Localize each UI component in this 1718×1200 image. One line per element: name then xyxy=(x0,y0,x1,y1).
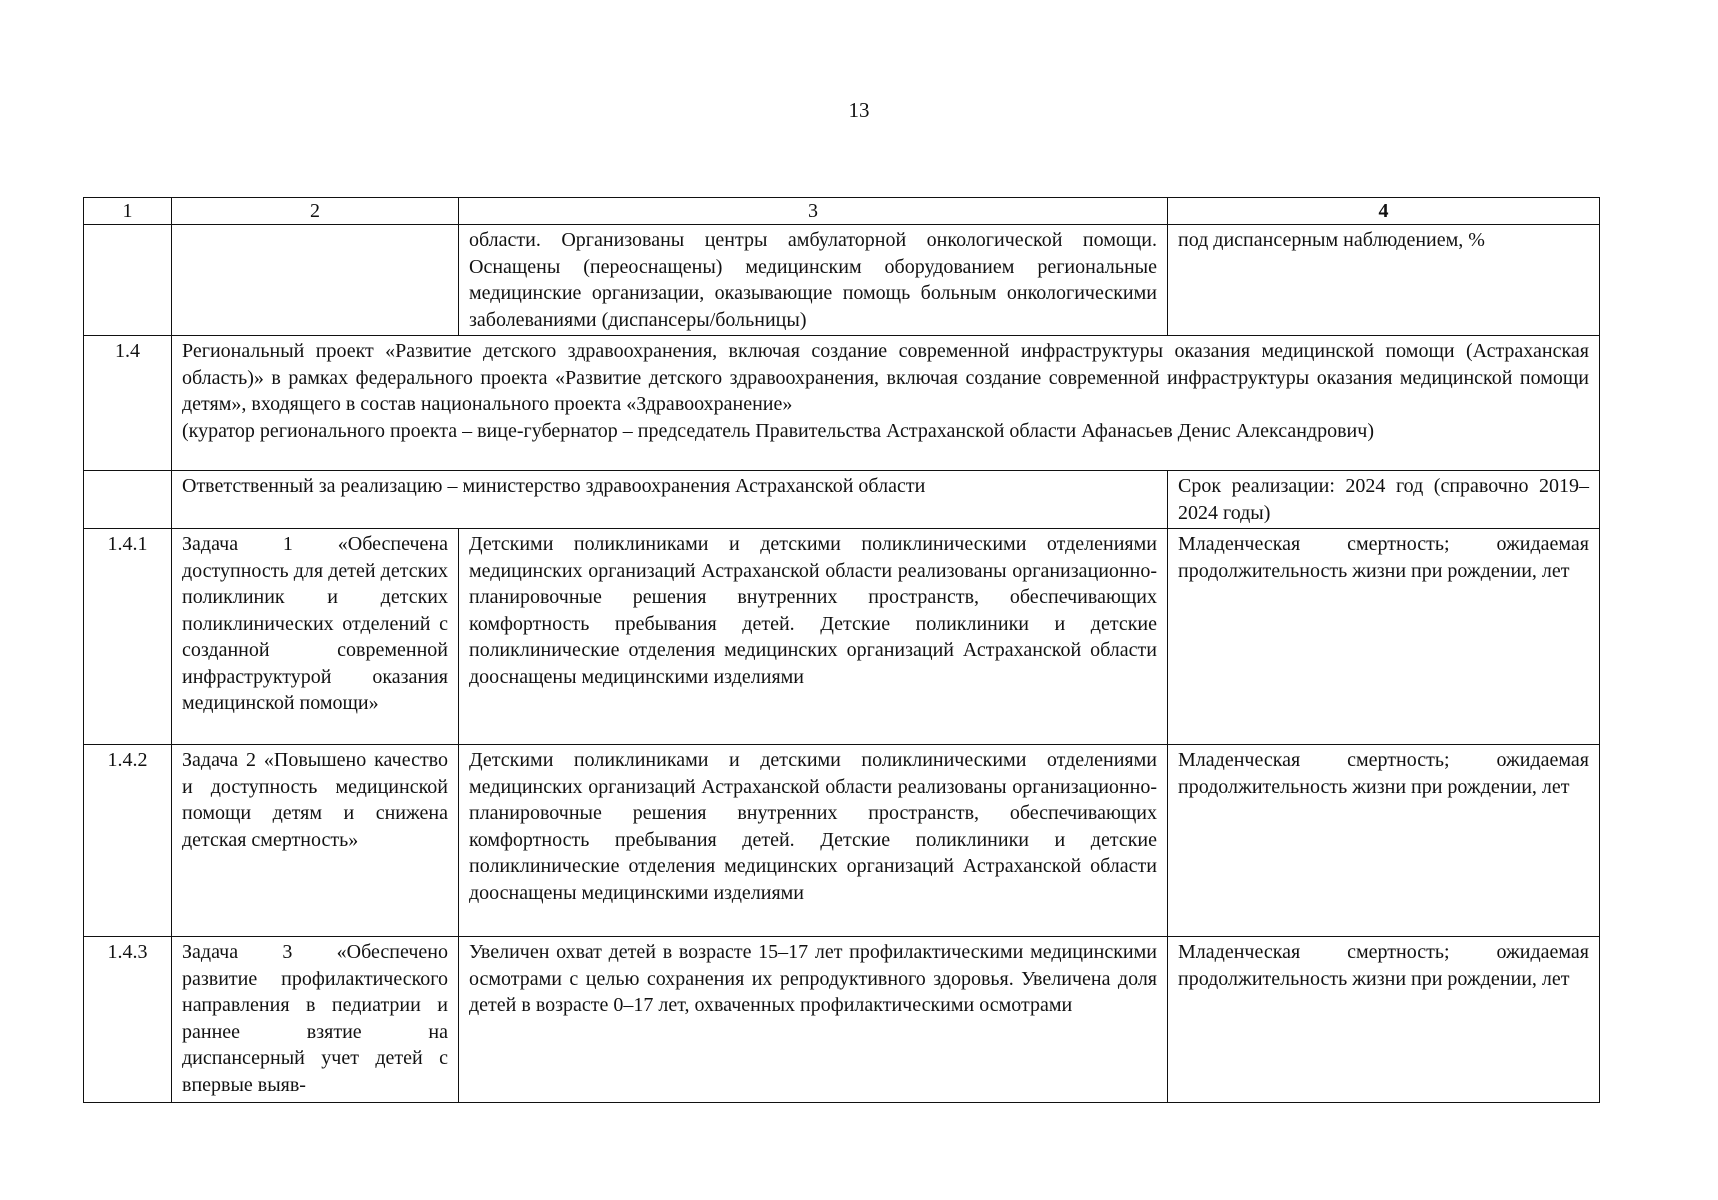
column-header: 1 xyxy=(84,198,172,225)
indicator-cell: Младенческая смертность; ожидаемая продолжительность жизни при рождении, лет xyxy=(1168,529,1600,745)
responsible-cell: Ответственный за реализацию – министерство здравоохранения Астраханской области xyxy=(172,471,1168,529)
column-header: 4 xyxy=(1168,198,1600,225)
table-header-row xyxy=(84,198,1600,225)
project-title: Региональный проект «Развитие детского здравоохранения, включая создание современной инфраструктуры оказания медицинской помощи (Астраханская область)» в рамках федерального проекта «Развитие детского здравоохранения, включая создание современной инфраструктуры оказания медицинской помощи детям», входящего в состав национального проекта «Здравоохранение» xyxy=(182,340,1589,415)
row-number xyxy=(84,225,172,336)
result-cell: области. Организованы центры амбулаторной онкологической помощи. Оснащены (переоснащены) медицинским оборудованием региональные медицинские организации, оказывающие помощь больным онкологическими заболеваниями (диспансеры/больницы) xyxy=(459,225,1168,336)
row-number xyxy=(84,471,172,529)
row-number: 1.4.3 xyxy=(84,937,172,1103)
row-number: 1.4.2 xyxy=(84,745,172,937)
column-header: 3 xyxy=(459,198,1168,225)
task-cell: Задача 3 «Обеспечено развитие профилактического направления в педиатрии и раннее взятие на диспансерный учет детей с впервые выяв- xyxy=(172,937,459,1103)
project-cell xyxy=(172,336,1600,471)
program-table xyxy=(83,197,1600,1103)
page-number: 13 xyxy=(848,98,870,122)
indicator-cell: Младенческая смертность; ожидаемая продолжительность жизни при рождении, лет xyxy=(1168,937,1600,1103)
table-row xyxy=(84,336,1600,471)
table-row xyxy=(84,225,1600,336)
table-row xyxy=(84,745,1600,937)
project-curator: (куратор регионального проекта – вице-губернатор – председатель Правительства Астраханской области Афанасьев Денис Александрович) xyxy=(182,419,1374,442)
table-row xyxy=(84,529,1600,745)
indicator-cell: под диспансерным наблюдением, % xyxy=(1168,225,1600,336)
result-cell: Увеличен охват детей в возрасте 15–17 лет профилактическими медицинскими осмотрами с целью сохранения их репродуктивного здоровья. Увеличена доля детей в возрасте 0–17 лет, охваченных профилактическими осмотрами xyxy=(459,937,1168,1103)
table-row xyxy=(84,471,1600,529)
indicator-cell: Младенческая смертность; ожидаемая продолжительность жизни при рождении, лет xyxy=(1168,745,1600,937)
table-row xyxy=(84,937,1600,1103)
row-number: 1.4.1 xyxy=(84,529,172,745)
result-cell: Детскими поликлиниками и детскими поликлиническими отделениями медицинских организаций Астраханской области реализованы организационно-планировочные решения внутренних пространств, обеспечивающих комфортность пребывания детей. Детские поликлиники и детские поликлинические отделения медицинских организаций Астраханской области дооснащены медицинскими изделиями xyxy=(459,745,1168,937)
column-header: 2 xyxy=(172,198,459,225)
result-cell: Детскими поликлиниками и детскими поликлиническими отделениями медицинских организаций Астраханской области реализованы организационно-планировочные решения внутренних пространств, обеспечивающих комфортность пребывания детей. Детские поликлиники и детские поликлинические отделения медицинских организаций Астраханской области дооснащены медицинскими изделиями xyxy=(459,529,1168,745)
row-number: 1.4 xyxy=(84,336,172,471)
task-cell: Задача 2 «Повышено качество и доступность медицинской помощи детям и снижена детская смертность» xyxy=(172,745,459,937)
term-cell: Срок реализации: 2024 год (справочно 2019–2024 годы) xyxy=(1168,471,1600,529)
task-cell xyxy=(172,225,459,336)
task-cell: Задача 1 «Обеспечена доступность для детей детских поликлиник и детских поликлинических отделений с созданной современной инфраструктурой оказания медицинской помощи» xyxy=(172,529,459,745)
